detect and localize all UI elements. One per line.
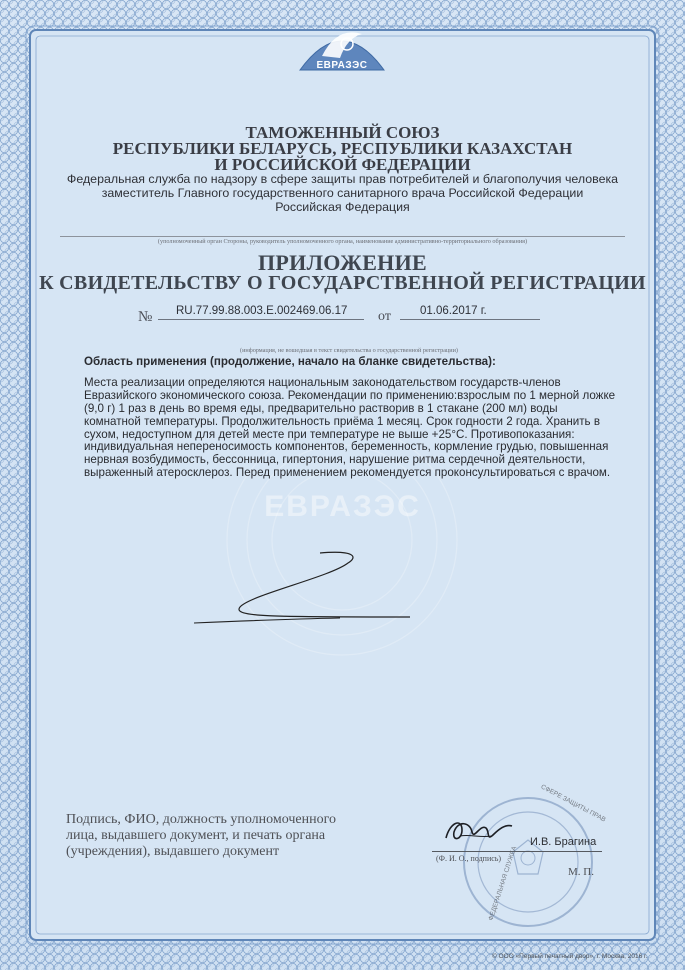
scope-line: комнатной температуры. Продолжительность приёма 1 месяц. Срок годности 2 года. Хранить в — [84, 414, 600, 428]
union-name-line-3: И РОССИЙСКОЙ ФЕДЕРАЦИИ — [214, 155, 471, 174]
emblem-label: ЕВРАЗЭС — [316, 60, 368, 71]
scope-line: Евразийского экономического союза. Рекомендации по применению:взрослым по 1 мерной ложке — [84, 388, 616, 402]
registration-date: 01.06.2017 г. — [420, 305, 487, 317]
scope-section — [84, 356, 614, 480]
appendix-subtitle: К СВИДЕТЕЛЬСТВУ О ГОСУДАРСТВЕННОЙ РЕГИСТРАЦИИ — [39, 272, 646, 294]
registration-number: RU.77.99.88.003.Е.002469.06.17 — [176, 305, 348, 317]
scope-line: Места реализации определяются национальным законодательством государств-членов — [84, 375, 561, 389]
stamp-place: М. П. — [568, 866, 594, 878]
number-underline — [158, 304, 364, 320]
signer-name: И.В. Брагина — [530, 836, 597, 848]
authority-hint: (уполномоченный орган Стороны, руководитель уполномоченного органа, наименование административно-территориального образования) — [60, 236, 625, 245]
date-label: от — [378, 309, 391, 324]
authority-line-1: Федеральная служба по надзору в сфере защиты прав потребителей и благополучия человека — [66, 172, 619, 186]
signature-hint: (Ф. И. О., подпись) — [436, 854, 502, 863]
scope-line: нервная возбудимость, бессонница, гипертония, нарушение ритма сердечной деятельности, — [84, 453, 586, 467]
scope-line: (9,0 г) 1 раз в день во время еды, предварительно растворив в 1 стакане (200 мл) воды — [84, 401, 558, 415]
number-label: № — [138, 309, 153, 325]
signature-label-line-1: Подпись, ФИО, должность уполномоченного — [66, 812, 336, 827]
scope-line: сухом, недоступном для детей месте при температуре не выше +25°С. Противопоказания: — [84, 427, 575, 441]
stamp-text-side: ФЕДЕРАЛЬНАЯ СЛУЖБА — [487, 845, 519, 922]
appendix-title: ПРИЛОЖЕНИЕ — [258, 250, 427, 275]
signature-label-line-3: (учреждения), выдавшего документ — [66, 844, 280, 859]
stamp-text-top: СФЕРЕ ЗАЩИТЫ ПРАВ — [539, 783, 607, 824]
handwritten-signature — [440, 812, 520, 852]
info-hint: (информация, не вошедшая в текст свидетельства о государственной регистрации) — [240, 347, 458, 354]
authority-line-3: Российская Федерация — [275, 200, 410, 214]
union-name-line-2: РЕСПУБЛИКИ БЕЛАРУСЬ, РЕСПУБЛИКИ КАЗАХСТАН — [112, 139, 573, 158]
scope-line: индивидуальная непереносимость компонентов, беременность, кормление грудью, повышенная — [84, 440, 609, 454]
union-name-line-1: ТАМОЖЕННЫЙ СОЮЗ — [245, 123, 440, 142]
date-underline — [400, 304, 540, 320]
watermark-text: ЕВРАЗЭС — [264, 490, 421, 523]
printer-note: © ООО «Первый печатный двор», г. Москва, 2016 г. — [492, 953, 648, 960]
scope-heading: Область применения (продолжение, начало на бланке свидетельства): — [84, 355, 496, 368]
signature-underline — [432, 851, 602, 852]
signature-label-line-2: лица, выдавшего документ, и печать органа — [66, 828, 326, 843]
authority-line-2: заместитель Главного государственного санитарного врача Российской Федерации — [101, 186, 584, 200]
blank-space-filler-stroke — [180, 545, 420, 635]
scope-line: выраженный атеросклероз. Перед применением рекомендуется проконсультироваться с врачом. — [84, 466, 611, 480]
